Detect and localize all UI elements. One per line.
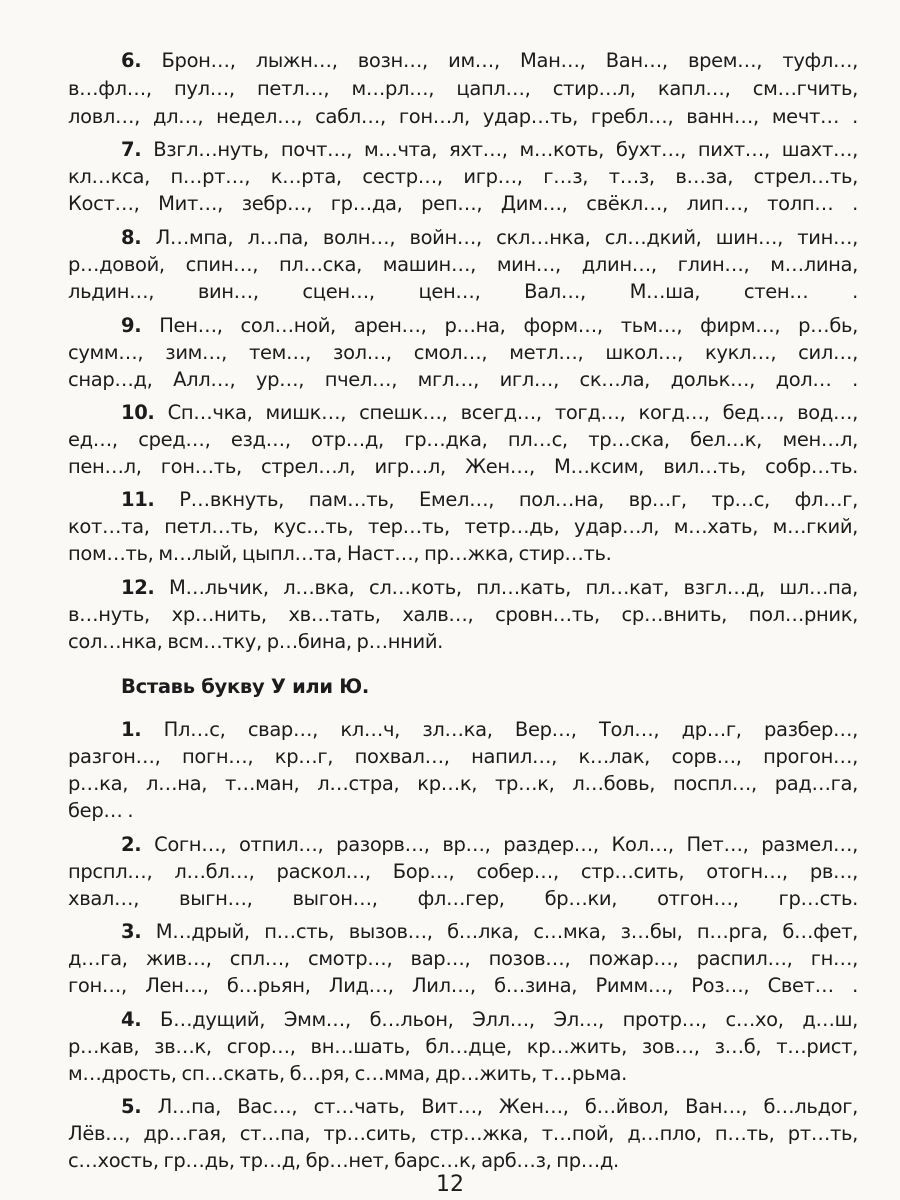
exercise-line: ловл…, дл…, недел…, сабл…, гон…л, удар…ть, гребл…, ванн…, мечт… . [68, 105, 858, 128]
page-number: 12 [436, 1172, 464, 1197]
exercise-line: Лёв…, др…гая, ст…па, тр…сить, стр…жка, т…пой, д…пло, п…ть, рт…ть, [68, 1122, 858, 1145]
exercise-number: 4. [121, 1008, 142, 1031]
exercise-number: 6. [121, 49, 142, 72]
exercise-line: 3. М…дрый, п…сть, вызов…, б…лка, с…мка, з…бы, п…рга, б…фет, [121, 920, 858, 943]
exercise-line: 1. Пл…с, свар…, кл…ч, зл…ка, Вер…, Тол…, др…г, разбер…, [121, 718, 859, 741]
exercise-line: 5. Л…па, Вас…, ст…чать, Вит…, Жен…, б…йвол, Ван…, б…льдог, [121, 1095, 858, 1118]
exercise-line: кл…кса, п…рт…, к…рта, сестр…, игр…, г…з, т…з, в…за, стрел…ть, [68, 165, 858, 188]
exercise-line: с…хость, гр…дь, тр…д, бр…нет, барс…к, арб…з, пр…д. [68, 1149, 619, 1172]
exercise-line: пен…л, гон…ть, стрел…л, игр…л, Жен…, М…ксим, вил…ть, собр…ть. [68, 455, 858, 478]
exercise-line: в…фл…, пул…, петл…, м…рл…, цапл…, стир…л, капл…, см…гчить, [68, 77, 858, 100]
exercise-line: 4. Б…дущий, Эмм…, б…льон, Элл…, Эл…, протр…, с…хо, д…ш, [121, 1008, 858, 1031]
exercise-line: р…довой, спин…, пл…ска, машин…, мин…, длин…, глин…, м…лина, [68, 253, 858, 276]
exercise-line: Кост…, Мит…, зебр…, гр…да, реп…, Дим…, свёкл…, лип…, толп… . [68, 192, 858, 215]
exercise-line: д…га, жив…, спл…, смотр…, вар…, позов…, пожар…, распил…, гн…, [68, 947, 858, 970]
exercise-line: м…дрость, сп…скать, б…ря, с…мма, др…жить, т…рьма. [68, 1062, 627, 1085]
exercise-number: 7. [121, 138, 142, 161]
exercise-line: 2. Согн…, отпил…, разорв…, вр…, раздер…, Кол…, Пет…, размел…, [121, 833, 858, 856]
exercise-number: 12. [121, 576, 155, 599]
exercise-line: р…ка, л…на, т…ман, л…стра, кр…к, тр…к, л…бовь, поспл…, рад…га, [68, 772, 858, 795]
exercise-line: льдин…, вин…, сцен…, цен…, Вал…, М…ша, стен… . [68, 280, 858, 303]
exercise-line: в…нуть, хр…нить, хв…тать, халв…, сровн…ть, ср…внить, пол…рник, [68, 603, 858, 626]
exercise-line: 9. Пен…, сол…ной, арен…, р…на, форм…, тьм…, фирм…, р…бь, [121, 314, 858, 337]
exercise-line: 7. Взгл…нуть, почт…, м…чта, яхт…, м…коть, бухт…, пихт…, шахт…, [121, 138, 858, 161]
exercise-line: 10. Сп…чка, мишк…, спешк…, всегд…, тогд…, когд…, бед…, вод…, [121, 401, 858, 424]
exercise-number: 8. [121, 226, 142, 249]
exercise-number: 3. [121, 920, 142, 943]
exercise-number: 10. [121, 401, 155, 424]
exercise-line: бер… . [68, 799, 134, 822]
exercise-line: 6. Брон…, лыжн…, возн…, им…, Ман…, Ван…, врем…, туфл…, [121, 49, 858, 72]
exercise-line: сол…нка, всм…тку, р…бина, р…нний. [68, 630, 444, 653]
exercise-line: 8. Л…мпа, л…па, волн…, войн…, скл…нка, сл…дкий, шин…, тин…, [121, 226, 858, 249]
exercise-line: прспл…, л…бл…, раскол…, Бор…, собер…, стр…сить, отогн…, рв…, [68, 860, 858, 883]
exercise-number: 5. [121, 1095, 142, 1118]
section-heading: Вставь букву У или Ю. [121, 675, 369, 698]
exercise-number: 9. [121, 314, 142, 337]
exercise-line: гон…, Лен…, б…рьян, Лид…, Лил…, б…зина, Римм…, Роз…, Свет… . [68, 974, 858, 997]
exercise-line: 12. М…льчик, л…вка, сл…коть, пл…кать, пл…кат, взгл…д, шл…па, [121, 576, 858, 599]
exercise-line: разгон…, погн…, кр…г, похвал…, напил…, к…лак, сорв…, прогон…, [68, 745, 858, 768]
exercise-number: 1. [121, 718, 142, 741]
exercise-number: 2. [121, 833, 142, 856]
exercise-line: р…кав, зв…к, сгор…, вн…шать, бл…дце, кр…жить, зов…, з…б, т…рист, [68, 1035, 858, 1058]
exercise-line: 11. Р…вкнуть, пам…ть, Емел…, пол…на, вр…г, тр…с, фл…г, [121, 488, 858, 511]
exercise-number: 11. [121, 488, 155, 511]
exercise-line: кот…та, петл…ть, кус…ть, тер…ть, тетр…дь, удар…л, м…хать, м…гкий, [68, 515, 858, 538]
exercise-line: ед…, сред…, езд…, отр…д, гр…дка, пл…с, тр…ска, бел…к, мен…л, [68, 428, 858, 451]
exercise-line: пом…ть, м…лый, цыпл…та, Наст…, пр…жка, стир…ть. [68, 542, 612, 565]
exercise-line: хвал…, выгн…, выгон…, фл…гер, бр…ки, отгон…, гр…сть. [68, 887, 858, 910]
exercise-line: сумм…, зим…, тем…, зол…, смол…, метл…, школ…, кукл…, сил…, [68, 341, 858, 364]
exercise-line: снар…д, Алл…, ур…, пчел…, мгл…, игл…, ск…ла, дольк…, дол… . [68, 368, 858, 391]
